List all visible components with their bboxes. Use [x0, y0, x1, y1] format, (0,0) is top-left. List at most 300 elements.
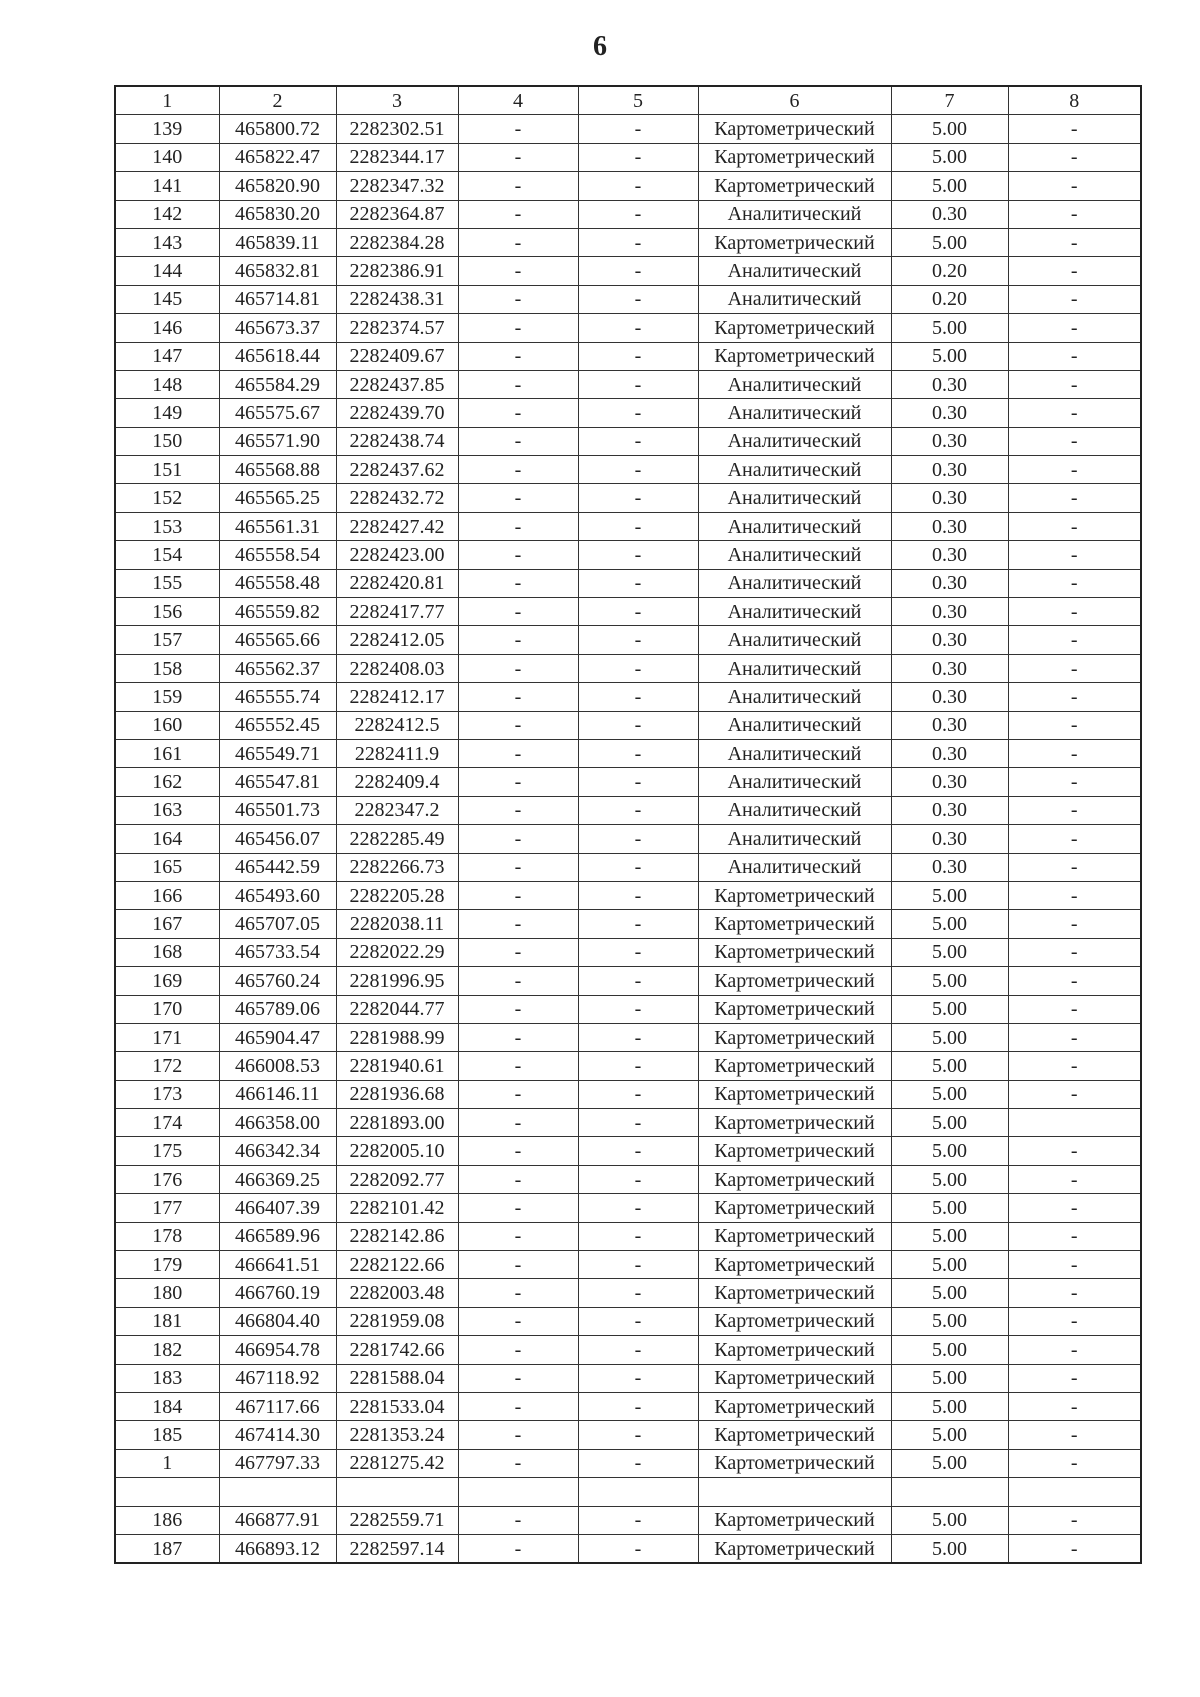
- table-row: [115, 1364, 1141, 1392]
- cell-point-number: 167: [115, 910, 219, 938]
- cell-coord-y: [336, 1478, 458, 1506]
- cell-col-4: -: [458, 967, 578, 995]
- cell-method: Аналитический: [698, 285, 891, 313]
- cell-coord-y: 2282597.14: [336, 1534, 458, 1563]
- cell-point-number: 159: [115, 683, 219, 711]
- cell-method: Картометрический: [698, 1109, 891, 1137]
- cell-point-number: 184: [115, 1392, 219, 1420]
- cell-method: Картометрический: [698, 1307, 891, 1335]
- cell-col-8: -: [1008, 1194, 1141, 1222]
- cell-method: Картометрический: [698, 1080, 891, 1108]
- cell-col-5: -: [578, 1307, 698, 1335]
- cell-coord-x: 465559.82: [219, 598, 336, 626]
- cell-coord-x: 466804.40: [219, 1307, 336, 1335]
- cell-point-number: 182: [115, 1336, 219, 1364]
- cell-method: Картометрический: [698, 314, 891, 342]
- table-row: [115, 115, 1141, 143]
- cell-col-5: -: [578, 200, 698, 228]
- cell-col-4: -: [458, 881, 578, 909]
- cell-col-5: -: [578, 1506, 698, 1534]
- cell-precision: 5.00: [891, 995, 1008, 1023]
- cell-precision: 0.30: [891, 768, 1008, 796]
- cell-method: Картометрический: [698, 1194, 891, 1222]
- cell-precision: 5.00: [891, 1534, 1008, 1563]
- cell-method: Картометрический: [698, 228, 891, 256]
- cell-col-4: -: [458, 1364, 578, 1392]
- cell-method: Аналитический: [698, 456, 891, 484]
- cell-col-8: -: [1008, 314, 1141, 342]
- cell-col-5: -: [578, 739, 698, 767]
- cell-point-number: 139: [115, 115, 219, 143]
- table-row: [115, 995, 1141, 1023]
- table-row: [115, 1478, 1141, 1506]
- cell-coord-x: 466877.91: [219, 1506, 336, 1534]
- table-row: [115, 739, 1141, 767]
- cell-coord-x: 465800.72: [219, 115, 336, 143]
- cell-col-4: -: [458, 1534, 578, 1563]
- cell-method: Картометрический: [698, 1392, 891, 1420]
- table-row: [115, 1023, 1141, 1051]
- cell-coord-y: 2282344.17: [336, 143, 458, 171]
- cell-method: Картометрический: [698, 143, 891, 171]
- cell-method: Картометрический: [698, 1165, 891, 1193]
- cell-col-8: -: [1008, 541, 1141, 569]
- cell-method: Картометрический: [698, 1137, 891, 1165]
- cell-coord-y: 2281275.42: [336, 1449, 458, 1477]
- cell-method: Картометрический: [698, 115, 891, 143]
- cell-col-5: -: [578, 1194, 698, 1222]
- cell-coord-y: 2282386.91: [336, 257, 458, 285]
- cell-col-5: -: [578, 654, 698, 682]
- table-row: [115, 1421, 1141, 1449]
- cell-col-4: -: [458, 427, 578, 455]
- cell-col-5: -: [578, 1336, 698, 1364]
- cell-coord-x: 465822.47: [219, 143, 336, 171]
- header-cell-8: 8: [1008, 86, 1141, 115]
- cell-precision: 0.30: [891, 399, 1008, 427]
- cell-precision: 5.00: [891, 1109, 1008, 1137]
- cell-col-5: -: [578, 1052, 698, 1080]
- cell-col-5: -: [578, 115, 698, 143]
- cell-col-8: -: [1008, 228, 1141, 256]
- table-row: [115, 257, 1141, 285]
- table-row: [115, 569, 1141, 597]
- cell-col-5: -: [578, 1421, 698, 1449]
- cell-col-8: -: [1008, 938, 1141, 966]
- cell-precision: 5.00: [891, 1364, 1008, 1392]
- cell-precision: [891, 1478, 1008, 1506]
- cell-col-5: -: [578, 1449, 698, 1477]
- table-row: [115, 484, 1141, 512]
- cell-point-number: 148: [115, 370, 219, 398]
- cell-coord-y: 2282559.71: [336, 1506, 458, 1534]
- cell-precision: 0.30: [891, 654, 1008, 682]
- cell-method: [698, 1478, 891, 1506]
- table-row: [115, 910, 1141, 938]
- cell-coord-y: 2282437.85: [336, 370, 458, 398]
- cell-col-5: -: [578, 484, 698, 512]
- cell-coord-y: 2282417.77: [336, 598, 458, 626]
- cell-point-number: 176: [115, 1165, 219, 1193]
- table-row: [115, 1165, 1141, 1193]
- table-row: [115, 1251, 1141, 1279]
- header-row: [115, 86, 1141, 115]
- cell-point-number: [115, 1478, 219, 1506]
- cell-coord-x: 465575.67: [219, 399, 336, 427]
- table-row: [115, 1137, 1141, 1165]
- cell-col-4: -: [458, 484, 578, 512]
- cell-precision: 5.00: [891, 1080, 1008, 1108]
- header-cell-5: 5: [578, 86, 698, 115]
- table-row: [115, 399, 1141, 427]
- table-row: [115, 683, 1141, 711]
- cell-precision: 0.30: [891, 598, 1008, 626]
- cell-precision: 5.00: [891, 1222, 1008, 1250]
- cell-coord-x: 465714.81: [219, 285, 336, 313]
- cell-coord-x: 465733.54: [219, 938, 336, 966]
- cell-col-8: -: [1008, 285, 1141, 313]
- cell-col-8: -: [1008, 626, 1141, 654]
- cell-point-number: 187: [115, 1534, 219, 1563]
- cell-precision: 0.30: [891, 512, 1008, 540]
- cell-method: Аналитический: [698, 683, 891, 711]
- cell-precision: 0.30: [891, 427, 1008, 455]
- cell-precision: 5.00: [891, 1449, 1008, 1477]
- cell-point-number: 177: [115, 1194, 219, 1222]
- cell-col-8: -: [1008, 1222, 1141, 1250]
- cell-col-4: -: [458, 683, 578, 711]
- cell-coord-x: 465493.60: [219, 881, 336, 909]
- table-row: [115, 967, 1141, 995]
- cell-col-5: -: [578, 1534, 698, 1563]
- cell-col-8: -: [1008, 370, 1141, 398]
- cell-col-5: -: [578, 427, 698, 455]
- cell-method: Картометрический: [698, 342, 891, 370]
- cell-point-number: 173: [115, 1080, 219, 1108]
- cell-point-number: 170: [115, 995, 219, 1023]
- cell-method: Картометрический: [698, 1279, 891, 1307]
- cell-col-4: -: [458, 285, 578, 313]
- cell-method: Картометрический: [698, 172, 891, 200]
- cell-point-number: 147: [115, 342, 219, 370]
- cell-coord-y: 2282420.81: [336, 569, 458, 597]
- cell-coord-y: 2282409.67: [336, 342, 458, 370]
- cell-point-number: 152: [115, 484, 219, 512]
- cell-coord-x: 466893.12: [219, 1534, 336, 1563]
- cell-col-8: -: [1008, 1279, 1141, 1307]
- cell-col-5: -: [578, 1023, 698, 1051]
- cell-point-number: 158: [115, 654, 219, 682]
- cell-precision: 5.00: [891, 1336, 1008, 1364]
- cell-coord-x: 465558.54: [219, 541, 336, 569]
- cell-coord-y: 2281959.08: [336, 1307, 458, 1335]
- cell-point-number: 164: [115, 825, 219, 853]
- cell-precision: 0.30: [891, 683, 1008, 711]
- cell-col-8: -: [1008, 995, 1141, 1023]
- cell-point-number: 183: [115, 1364, 219, 1392]
- cell-col-8: -: [1008, 1336, 1141, 1364]
- cell-point-number: 179: [115, 1251, 219, 1279]
- cell-coord-y: 2282005.10: [336, 1137, 458, 1165]
- cell-coord-x: 465549.71: [219, 739, 336, 767]
- cell-coord-y: 2282412.5: [336, 711, 458, 739]
- cell-precision: 0.30: [891, 456, 1008, 484]
- cell-coord-y: 2282285.49: [336, 825, 458, 853]
- cell-method: Картометрический: [698, 1023, 891, 1051]
- cell-method: Аналитический: [698, 598, 891, 626]
- cell-col-8: -: [1008, 143, 1141, 171]
- cell-col-5: -: [578, 399, 698, 427]
- cell-point-number: 144: [115, 257, 219, 285]
- cell-coord-y: 2282092.77: [336, 1165, 458, 1193]
- cell-col-5: -: [578, 1279, 698, 1307]
- cell-point-number: 1: [115, 1449, 219, 1477]
- cell-precision: 0.30: [891, 711, 1008, 739]
- cell-precision: 0.30: [891, 484, 1008, 512]
- cell-precision: 5.00: [891, 1165, 1008, 1193]
- cell-col-5: -: [578, 1109, 698, 1137]
- cell-coord-y: 2282022.29: [336, 938, 458, 966]
- page-number: 6: [593, 31, 607, 62]
- cell-col-4: -: [458, 598, 578, 626]
- cell-precision: 5.00: [891, 1307, 1008, 1335]
- cell-col-4: -: [458, 1336, 578, 1364]
- cell-method: Картометрический: [698, 881, 891, 909]
- cell-point-number: 141: [115, 172, 219, 200]
- cell-coord-x: 465562.37: [219, 654, 336, 682]
- header-cell-3: 3: [336, 86, 458, 115]
- cell-col-8: -: [1008, 683, 1141, 711]
- table-row: [115, 654, 1141, 682]
- cell-precision: 5.00: [891, 1506, 1008, 1534]
- cell-method: Аналитический: [698, 626, 891, 654]
- table-row: [115, 938, 1141, 966]
- cell-col-4: -: [458, 1052, 578, 1080]
- cell-point-number: 150: [115, 427, 219, 455]
- cell-col-4: -: [458, 626, 578, 654]
- cell-col-8: -: [1008, 257, 1141, 285]
- cell-col-4: -: [458, 456, 578, 484]
- cell-coord-y: 2282411.9: [336, 739, 458, 767]
- table-header: [115, 86, 1141, 115]
- cell-point-number: 175: [115, 1137, 219, 1165]
- cell-col-8: -: [1008, 456, 1141, 484]
- cell-col-5: -: [578, 456, 698, 484]
- cell-point-number: 156: [115, 598, 219, 626]
- cell-method: Картометрический: [698, 1052, 891, 1080]
- cell-col-8: -: [1008, 1421, 1141, 1449]
- cell-precision: 5.00: [891, 342, 1008, 370]
- cell-coord-x: 465565.66: [219, 626, 336, 654]
- cell-method: Аналитический: [698, 768, 891, 796]
- cell-coord-y: 2282432.72: [336, 484, 458, 512]
- cell-col-4: -: [458, 569, 578, 597]
- cell-point-number: 155: [115, 569, 219, 597]
- cell-col-4: -: [458, 143, 578, 171]
- cell-col-4: -: [458, 228, 578, 256]
- table-row: [115, 200, 1141, 228]
- cell-method: Аналитический: [698, 739, 891, 767]
- cell-method: Картометрический: [698, 1506, 891, 1534]
- cell-precision: 0.20: [891, 257, 1008, 285]
- cell-point-number: 143: [115, 228, 219, 256]
- cell-col-4: -: [458, 172, 578, 200]
- cell-coord-x: [219, 1478, 336, 1506]
- table-row: [115, 1194, 1141, 1222]
- cell-col-8: -: [1008, 1307, 1141, 1335]
- cell-point-number: 171: [115, 1023, 219, 1051]
- cell-method: Аналитический: [698, 399, 891, 427]
- cell-point-number: 161: [115, 739, 219, 767]
- cell-precision: 5.00: [891, 967, 1008, 995]
- cell-col-8: -: [1008, 569, 1141, 597]
- cell-coord-x: 465456.07: [219, 825, 336, 853]
- cell-coord-x: 465558.48: [219, 569, 336, 597]
- cell-coord-x: 467118.92: [219, 1364, 336, 1392]
- cell-col-8: -: [1008, 796, 1141, 824]
- cell-coord-x: 465547.81: [219, 768, 336, 796]
- cell-coord-y: 2282437.62: [336, 456, 458, 484]
- cell-point-number: 186: [115, 1506, 219, 1534]
- cell-col-8: -: [1008, 1023, 1141, 1051]
- cell-method: Аналитический: [698, 569, 891, 597]
- cell-col-8: -: [1008, 654, 1141, 682]
- cell-method: Картометрический: [698, 1534, 891, 1563]
- cell-coord-x: 466641.51: [219, 1251, 336, 1279]
- cell-col-4: -: [458, 995, 578, 1023]
- cell-method: Аналитический: [698, 853, 891, 881]
- cell-coord-x: 466407.39: [219, 1194, 336, 1222]
- cell-coord-y: 2281936.68: [336, 1080, 458, 1108]
- cell-coord-x: 465501.73: [219, 796, 336, 824]
- cell-col-8: -: [1008, 512, 1141, 540]
- cell-method: Картометрический: [698, 1222, 891, 1250]
- cell-col-8: -: [1008, 1364, 1141, 1392]
- cell-col-4: -: [458, 399, 578, 427]
- cell-precision: 5.00: [891, 1392, 1008, 1420]
- cell-coord-y: 2281588.04: [336, 1364, 458, 1392]
- cell-col-5: -: [578, 626, 698, 654]
- table-row: [115, 1052, 1141, 1080]
- table-row: [115, 711, 1141, 739]
- cell-col-5: -: [578, 228, 698, 256]
- coordinates-table: [114, 85, 1142, 1564]
- cell-coord-x: 465571.90: [219, 427, 336, 455]
- cell-col-8: -: [1008, 484, 1141, 512]
- cell-precision: 5.00: [891, 1251, 1008, 1279]
- cell-precision: 5.00: [891, 1279, 1008, 1307]
- cell-col-8: -: [1008, 427, 1141, 455]
- cell-precision: 5.00: [891, 881, 1008, 909]
- cell-col-8: -: [1008, 1506, 1141, 1534]
- cell-col-4: -: [458, 938, 578, 966]
- cell-col-5: -: [578, 143, 698, 171]
- cell-method: Картометрический: [698, 1449, 891, 1477]
- cell-point-number: 157: [115, 626, 219, 654]
- cell-precision: 0.30: [891, 626, 1008, 654]
- cell-col-5: -: [578, 512, 698, 540]
- table-row: [115, 1336, 1141, 1364]
- cell-col-4: [458, 1478, 578, 1506]
- table-row: [115, 853, 1141, 881]
- cell-col-8: -: [1008, 115, 1141, 143]
- cell-point-number: 165: [115, 853, 219, 881]
- cell-coord-y: 2281742.66: [336, 1336, 458, 1364]
- cell-col-5: -: [578, 768, 698, 796]
- cell-coord-y: 2282266.73: [336, 853, 458, 881]
- cell-method: Картометрический: [698, 938, 891, 966]
- table-row: [115, 143, 1141, 171]
- cell-coord-y: 2282347.2: [336, 796, 458, 824]
- cell-coord-y: 2282439.70: [336, 399, 458, 427]
- cell-col-4: -: [458, 1165, 578, 1193]
- cell-precision: 0.30: [891, 796, 1008, 824]
- cell-coord-x: 465552.45: [219, 711, 336, 739]
- cell-point-number: 169: [115, 967, 219, 995]
- cell-col-4: -: [458, 370, 578, 398]
- header-cell-4: 4: [458, 86, 578, 115]
- cell-coord-y: 2282003.48: [336, 1279, 458, 1307]
- cell-col-4: -: [458, 342, 578, 370]
- cell-coord-x: 466589.96: [219, 1222, 336, 1250]
- cell-col-5: -: [578, 1392, 698, 1420]
- cell-coord-y: 2282408.03: [336, 654, 458, 682]
- cell-coord-x: 465839.11: [219, 228, 336, 256]
- cell-coord-y: 2282412.05: [336, 626, 458, 654]
- table-row: [115, 456, 1141, 484]
- cell-col-5: -: [578, 285, 698, 313]
- cell-precision: 0.30: [891, 739, 1008, 767]
- table-row: [115, 1109, 1141, 1137]
- table-row: [115, 1222, 1141, 1250]
- cell-col-5: -: [578, 796, 698, 824]
- cell-precision: 0.30: [891, 541, 1008, 569]
- cell-point-number: 162: [115, 768, 219, 796]
- cell-coord-y: 2281940.61: [336, 1052, 458, 1080]
- cell-col-4: -: [458, 1023, 578, 1051]
- cell-coord-x: 465820.90: [219, 172, 336, 200]
- cell-col-5: -: [578, 1080, 698, 1108]
- cell-coord-x: 465673.37: [219, 314, 336, 342]
- cell-coord-x: 465442.59: [219, 853, 336, 881]
- cell-precision: 5.00: [891, 910, 1008, 938]
- cell-col-8: -: [1008, 967, 1141, 995]
- cell-col-4: -: [458, 1194, 578, 1222]
- cell-method: Картометрический: [698, 967, 891, 995]
- header-cell-1: 1: [115, 86, 219, 115]
- cell-point-number: 163: [115, 796, 219, 824]
- table-row: [115, 796, 1141, 824]
- table-row: [115, 1534, 1141, 1563]
- cell-col-5: -: [578, 1364, 698, 1392]
- cell-col-4: -: [458, 1307, 578, 1335]
- cell-coord-x: 466369.25: [219, 1165, 336, 1193]
- cell-method: Аналитический: [698, 427, 891, 455]
- cell-col-4: -: [458, 200, 578, 228]
- table-row: [115, 1506, 1141, 1534]
- cell-coord-y: 2281533.04: [336, 1392, 458, 1420]
- cell-col-5: -: [578, 172, 698, 200]
- cell-col-8: -: [1008, 1449, 1141, 1477]
- cell-col-4: -: [458, 541, 578, 569]
- cell-point-number: 181: [115, 1307, 219, 1335]
- table-row: [115, 512, 1141, 540]
- cell-col-4: -: [458, 1080, 578, 1108]
- cell-col-8: -: [1008, 172, 1141, 200]
- cell-point-number: 172: [115, 1052, 219, 1080]
- cell-col-8: -: [1008, 342, 1141, 370]
- cell-coord-x: 466146.11: [219, 1080, 336, 1108]
